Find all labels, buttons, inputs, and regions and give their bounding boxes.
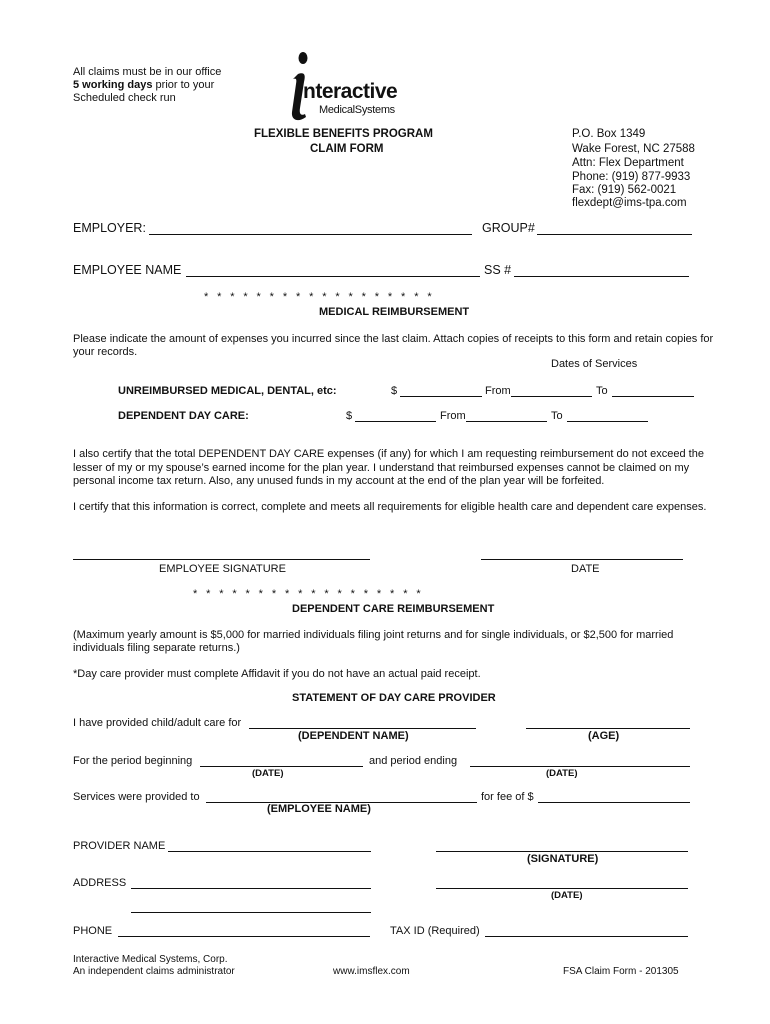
employer-field[interactable] — [149, 234, 472, 235]
group-field[interactable] — [537, 234, 692, 235]
employee-name-caption: (EMPLOYEE NAME) — [267, 803, 371, 815]
period-beginning-label: For the period beginning — [73, 755, 193, 767]
tax-id-label: TAX ID (Required) — [390, 925, 480, 937]
maximum-amount-note: (Maximum yearly amount is $5,000 for married individuals filing joint returns and for single individuals, or $2,500 for married individuals filing separate returns.) — [73, 629, 674, 654]
office-notice-line2 — [73, 79, 214, 91]
services-provided-label: Services were provided to — [73, 791, 200, 803]
provider-signature-date-field[interactable] — [436, 888, 688, 889]
day-care-amount-field[interactable] — [355, 421, 436, 422]
separator-stars: * * * * * * * * * * * * * * * * * * — [204, 291, 434, 303]
group-label: GROUP# — [482, 221, 535, 235]
medical-heading: MEDICAL REIMBURSEMENT — [319, 306, 470, 318]
employee-signature-field[interactable] — [73, 559, 370, 560]
provider-address-line2-field[interactable] — [131, 912, 371, 913]
accuracy-certification: I certify that this information is correct, complete and meets all requirements for eligible health care and dependent care expenses. — [73, 501, 707, 513]
day-care-certification: I also certify that the total DEPENDENT DAY CARE expenses (if any) for which I am requesting reimbursement do not exceed the lesser of my or my spouse’s earned income for the plan year. I understand that reimbursed expenses cannot be claimed on my personal income tax return. Also, any unused funds in my account at the end of the plan year will be forfeited. — [73, 448, 704, 487]
dates-of-services-label: Dates of Services — [551, 358, 638, 370]
period-beginning-field[interactable] — [200, 766, 363, 767]
ss-label: SS # — [484, 263, 512, 277]
office-notice-line1: All claims must be in our office — [73, 66, 222, 78]
fee-amount-field[interactable] — [538, 802, 690, 803]
dependent-name-caption: (DEPENDENT NAME) — [298, 730, 409, 742]
address-line: P.O. Box 1349 — [572, 128, 646, 140]
footer-form-id: FSA Claim Form - 201305 — [563, 966, 679, 977]
age-field[interactable] — [526, 728, 690, 729]
day-care-from-date-field[interactable] — [466, 421, 547, 422]
company-logo — [286, 50, 426, 124]
office-notice-line2-rest: prior to your — [152, 79, 215, 91]
date-label: DATE — [571, 563, 600, 575]
dollar-sign: $ — [391, 385, 398, 397]
medical-to-date-field[interactable] — [612, 396, 694, 397]
footer-company: Interactive Medical Systems, Corp. — [73, 954, 228, 965]
employee-name-label: EMPLOYEE NAME — [73, 263, 182, 277]
fax-number: Fax: (919) 562-0021 — [572, 184, 677, 196]
separator-stars: * * * * * * * * * * * * * * * * * * — [193, 588, 423, 600]
employee-signature-label: EMPLOYEE SIGNATURE — [159, 563, 286, 575]
dependent-day-care-label: DEPENDENT DAY CARE: — [118, 410, 249, 422]
form-title-line2: CLAIM FORM — [310, 143, 384, 155]
signature-caption: (SIGNATURE) — [527, 853, 599, 865]
signature-date-caption: (DATE) — [551, 890, 583, 901]
fee-label: for fee of $ — [481, 791, 534, 803]
address-line: Wake Forest, NC 27588 — [572, 143, 695, 155]
medical-from-date-field[interactable] — [511, 396, 592, 397]
to-label: To — [551, 410, 563, 422]
employee-name-field[interactable] — [186, 276, 480, 277]
logo-name-small: MedicalSystems — [319, 104, 395, 116]
provider-address-field[interactable] — [131, 888, 371, 889]
ending-date-caption: (DATE) — [546, 768, 578, 779]
tax-id-field[interactable] — [485, 936, 688, 937]
provided-care-label: I have provided child/adult care for — [73, 717, 242, 729]
medical-amount-field[interactable] — [400, 396, 482, 397]
form-title-line1: FLEXIBLE BENEFITS PROGRAM — [254, 128, 433, 140]
day-care-to-date-field[interactable] — [567, 421, 648, 422]
from-label: From — [440, 410, 466, 422]
period-ending-field[interactable] — [470, 766, 690, 767]
provider-name-field[interactable] — [168, 851, 371, 852]
to-label: To — [596, 385, 608, 397]
affidavit-note: *Day care provider must complete Affidavit if you do not have an actual paid receipt. — [73, 668, 481, 680]
footer-website[interactable]: www.imsflex.com — [333, 966, 410, 977]
footer-tagline: An independent claims administrator — [73, 966, 235, 977]
logo-name-large: nteractive — [303, 80, 398, 103]
phone-label: PHONE — [73, 925, 113, 937]
provider-phone-field[interactable] — [118, 936, 370, 937]
statement-heading: STATEMENT OF DAY CARE PROVIDER — [292, 692, 496, 704]
from-label: From — [485, 385, 511, 397]
working-days-emphasis: 5 working days — [73, 79, 153, 91]
beginning-date-caption: (DATE) — [252, 768, 284, 779]
phone-number: Phone: (919) 877-9933 — [572, 171, 691, 183]
period-ending-label: and period ending — [369, 755, 458, 767]
dependent-care-heading: DEPENDENT CARE REIMBURSEMENT — [292, 603, 495, 615]
unreimbursed-medical-label: UNREIMBURSED MEDICAL, DENTAL, etc: — [118, 385, 337, 397]
email-address: flexdept@ims-tpa.com — [572, 197, 687, 209]
dollar-sign: $ — [346, 410, 353, 422]
provider-signature-field[interactable] — [436, 851, 688, 852]
medical-intro: Please indicate the amount of expenses you incurred since the last claim. Attach copies of receipts to this form and retain copies for your records. — [73, 333, 714, 358]
office-notice-line3: Scheduled check run — [73, 92, 176, 104]
ss-field[interactable] — [514, 276, 689, 277]
address-line: Attn: Flex Department — [572, 157, 684, 169]
address-label: ADDRESS — [73, 877, 127, 889]
signature-date-field[interactable] — [481, 559, 683, 560]
provider-name-label: PROVIDER NAME — [73, 840, 166, 852]
dependent-name-field[interactable] — [249, 728, 476, 729]
age-caption: (AGE) — [588, 730, 620, 742]
employer-label: EMPLOYER: — [73, 221, 146, 235]
